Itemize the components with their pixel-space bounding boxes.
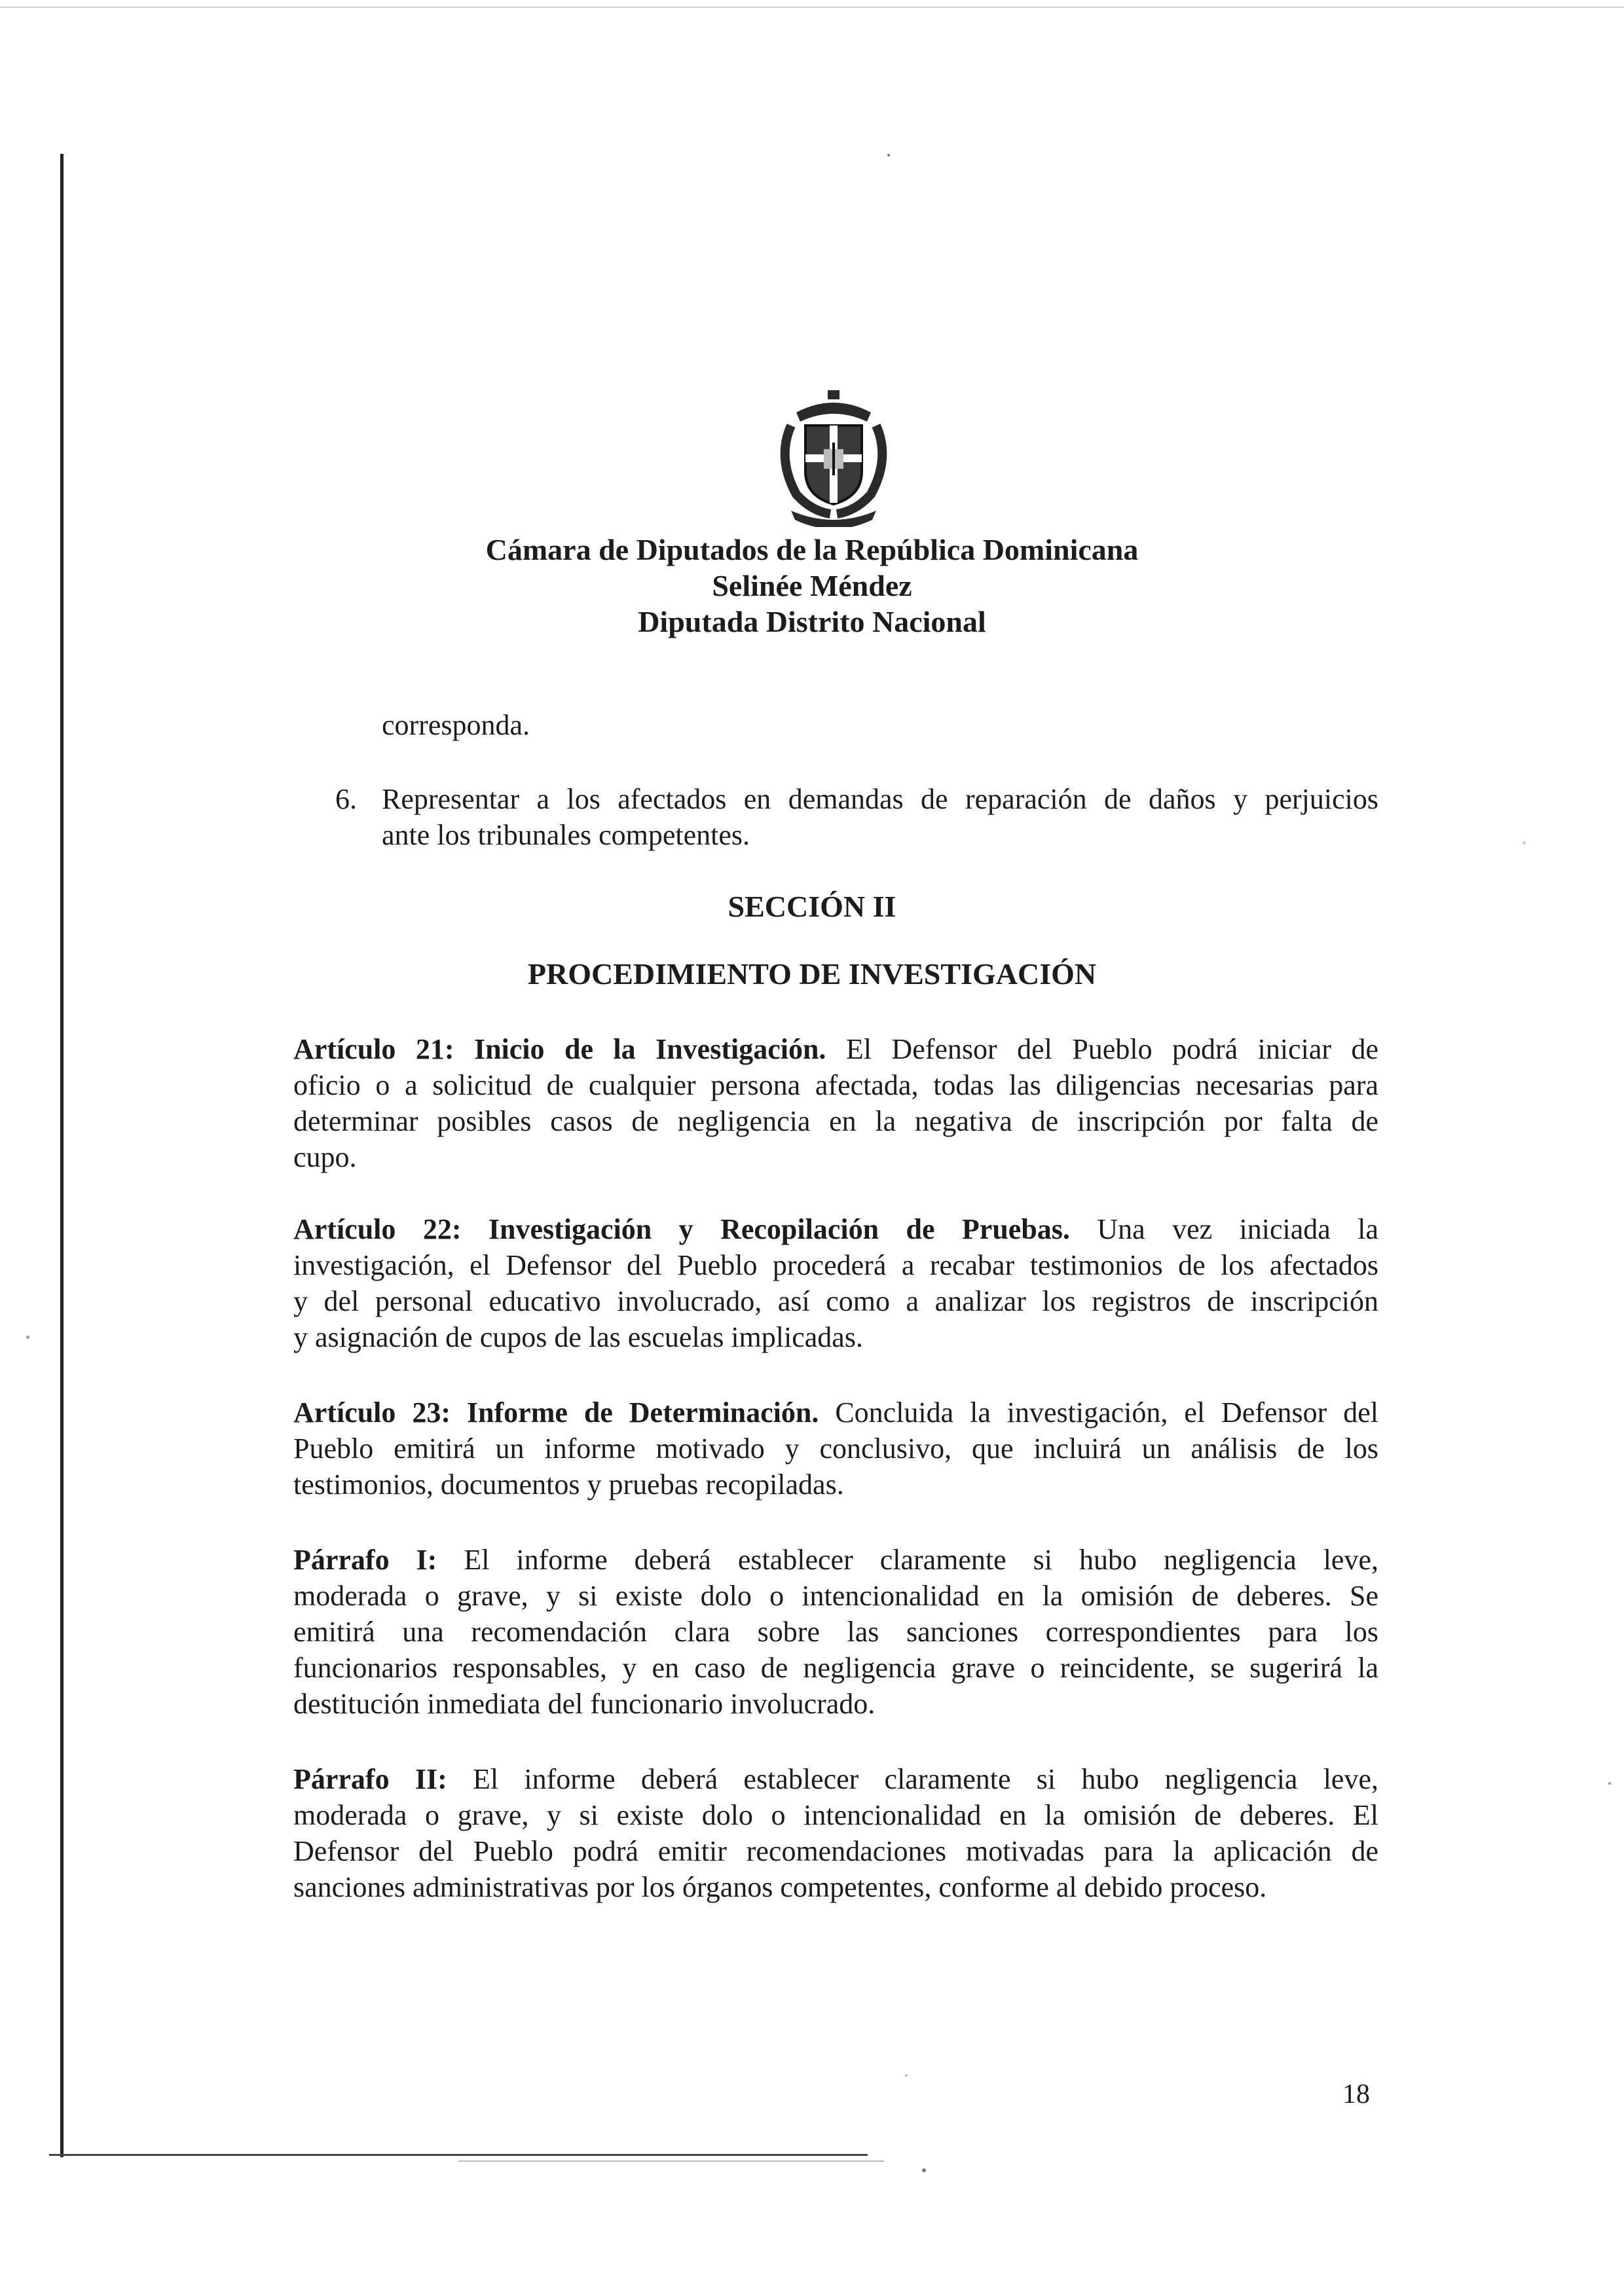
parrafo-1-line [293, 1542, 1378, 1578]
scan-speck [26, 1336, 29, 1339]
scan-speck [922, 2168, 926, 2172]
letterhead-deputy-name: Selinée Méndez [712, 569, 912, 602]
list-item-line: Representar a los afectados en demandas de reparación de daños y perjuicios [382, 783, 1378, 815]
scan-edge-left [60, 154, 64, 2157]
article-21-line [293, 1031, 1378, 1067]
article-22-line [293, 1211, 1378, 1247]
article-21-text: El Defensor del Pueblo podrá iniciar de [826, 1033, 1379, 1065]
article-23-text: Concluida la investigación, el Defensor del [819, 1396, 1378, 1429]
list-item-number: 6. [335, 783, 357, 815]
parrafo-1-line: emitirá una recomendación clara sobre las sanciones correspondientes para los [293, 1616, 1378, 1648]
article-22-line: y asignación de cupos de las escuelas implicadas. [293, 1321, 863, 1353]
parrafo-2-line [293, 1761, 1378, 1797]
article-23-line: Pueblo emitirá un informe motivado y conclusivo, que incluirá un análisis de los [293, 1432, 1378, 1465]
article-22-text: Una vez iniciada la [1069, 1213, 1378, 1245]
scan-edge-bottom [49, 2154, 868, 2156]
article-21-line: oficio o a solicitud de cualquier persona afectada, todas las diligencias necesarias para [293, 1069, 1378, 1101]
article-23-line: testimonios, documentos y pruebas recopiladas. [293, 1468, 844, 1501]
article-22-line: investigación, el Defensor del Pueblo procederá a recabar testimonios de los afectados [293, 1249, 1378, 1281]
list-item-line: ante los tribunales competentes. [382, 819, 750, 851]
parrafo-2-line: Defensor del Pueblo podrá emitir recomendaciones motivadas para la aplicación de [293, 1835, 1378, 1867]
section-subtitle: PROCEDIMIENTO DE INVESTIGACIÓN [527, 957, 1097, 991]
article-23-line [293, 1394, 1378, 1430]
parrafo-1-line: destitución inmediata del funcionario involucrado. [293, 1688, 876, 1720]
scan-speck [887, 154, 890, 156]
continuation-text: corresponda. [382, 709, 530, 741]
parrafo-2-label: Párrafo II: [293, 1763, 447, 1795]
coat-of-arms-icon [765, 386, 902, 527]
scan-speck [1608, 1782, 1611, 1785]
article-21-line: determinar posibles casos de negligencia en la negativa de inscripción por falta de [293, 1105, 1378, 1137]
scan-edge-bottom-faint [458, 2160, 884, 2162]
section-title: SECCIÓN II [728, 890, 896, 923]
scan-edge-top [0, 7, 1624, 8]
article-22-line: y del personal educativo involucrado, así como a analizar los registros de inscripción [293, 1285, 1378, 1317]
parrafo-1-line: funcionarios responsables, y en caso de negligencia grave o reincidente, se sugerirá la [293, 1652, 1378, 1684]
page-number: 18 [1342, 2079, 1370, 2109]
article-21-label: Artículo 21: Inicio de la Investigación. [293, 1033, 826, 1065]
parrafo-2-text: El informe deberá establecer claramente si hubo negligencia leve, [447, 1763, 1378, 1795]
letterhead-deputy-title: Diputada Distrito Nacional [638, 605, 986, 638]
parrafo-1-text: El informe deberá establecer claramente si hubo negligencia leve, [437, 1544, 1378, 1576]
scan-speck [1522, 841, 1526, 845]
parrafo-1-line: moderada o grave, y si existe dolo o intencionalidad en la omisión de deberes. Se [293, 1580, 1378, 1612]
parrafo-2-line: sanciones administrativas por los órganos competentes, conforme al debido proceso. [293, 1871, 1267, 1903]
parrafo-2-line: moderada o grave, y si existe dolo o intencionalidad en la omisión de deberes. El [293, 1799, 1378, 1831]
article-22-label: Artículo 22: Investigación y Recopilación de Pruebas. [293, 1213, 1070, 1245]
article-21-line: cupo. [293, 1141, 357, 1173]
article-23-label: Artículo 23: Informe de Determinación. [293, 1396, 819, 1429]
parrafo-1-label: Párrafo I: [293, 1544, 437, 1576]
letterhead-chamber: Cámara de Diputados de la República Dominicana [485, 533, 1139, 566]
scan-speck [905, 2074, 908, 2077]
